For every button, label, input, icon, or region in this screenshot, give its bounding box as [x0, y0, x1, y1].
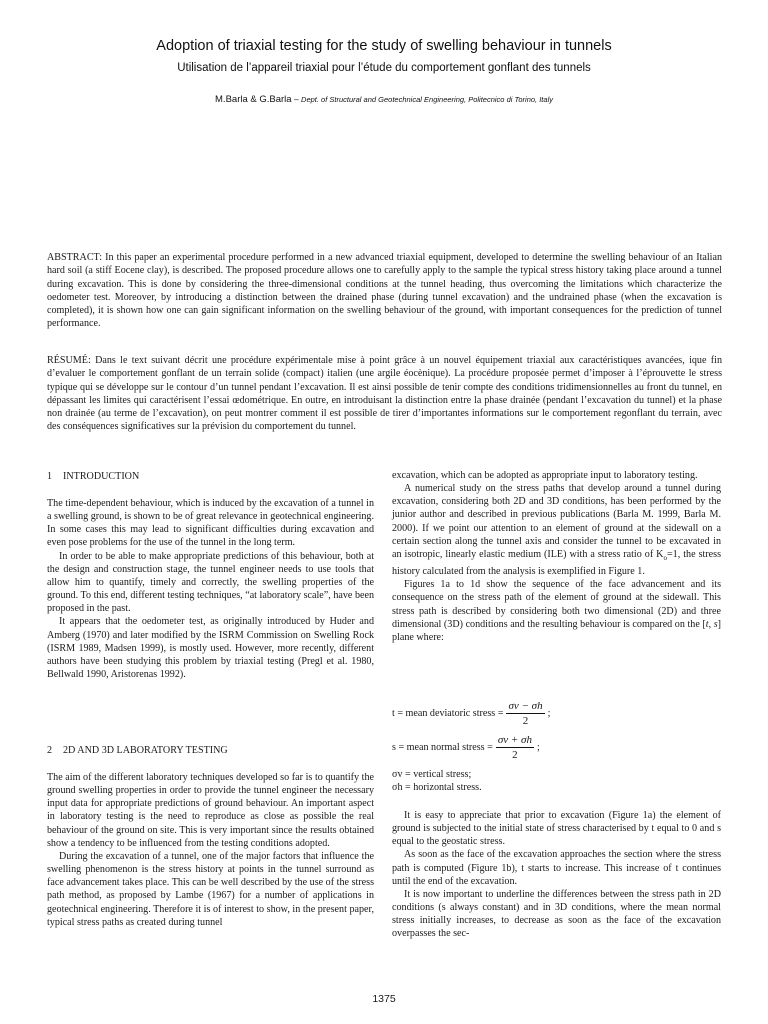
fraction-normal: [496, 734, 534, 761]
section-heading-introduction: [47, 471, 139, 482]
authors: M.Barla & G.Barla: [215, 94, 292, 105]
equation-t-label: t = mean deviatoric stress =: [392, 708, 504, 719]
right-paragraph-1: excavation, which can be adopted as appropriate input to laboratory testing.: [392, 470, 698, 481]
section-title: INTRODUCTION: [63, 471, 140, 482]
testing-body: [47, 771, 374, 929]
right-column-top: [392, 469, 721, 644]
right-paragraph-4: It is easy to appreciate that prior to excavation (Figure 1a) the element of ground is subjected to the initial state of stress characterised by t equal to 0 and s equal to the geostatic stress.: [392, 810, 721, 848]
intro-paragraph-1: The time-dependent behaviour, which is induced by the excavation of a tunnel in a swelling ground, is shown to be of great relevance in geotechnical engineering. In some cases this may lead to significant difficulties during excavation and even pose problems for the use of the tunnel in the long term.: [47, 498, 374, 549]
equation-s-label: s = mean normal stress =: [392, 742, 493, 753]
abstract-text: ABSTRACT: In this paper an experimental procedure performed in a new advanced triaxial equipment, developed to determine the swelling behaviour of an Italian hard soil (a stiff Eocene clay), is described. The proposed procedure allows one to carefully apply to the sample the typical stress history taking place around a tunnel during excavation. This is done by considering the three-dimensional conditions at the tunnel heading, thus overcoming the limitations which characterize the oedometer test. Moreover, by introducing a distinction between the drained phase (during tunnel excavation) and the undrained phase (when the excavation is completed), it is shown how one can gain significant information on the swelling behaviour of the ground, with important consequences for the prediction of tunnel performance.: [47, 252, 722, 330]
section-number: 1: [47, 471, 53, 482]
resume-text: RÉSUMÉ: Dans le text suivant décrit une procédure expérimentale mise à point grâce à un nouvel équipement triaxial aux caractéristiques avancées, ique fin d’evaluer le comportement gonflant de un terrain solide (compact) italien (une argile éocènique). La procédure proposée permet d’imposer à l’éprouvette le stress typique qui se développe sur le contour d’un tunnel pendant l’excavation. Il est ainsi possible de tenir compte des conditions tridimensionnelles au front du tunnel, en dépassant les limites qui caractérisent l’essai œdométrique. En outre, en introduisant la distinction entre la phase drainée (pendant l’excavation du tunnel) et la phase non drainée (au terme de l’excavation), on peut montrer comment il est possible de tirer d’importantes informations sur le comportement regonflant du terrain, avec des conséquences significatives sur la prévision du comportement du tunnel.: [47, 355, 722, 433]
intro-paragraph-3: It appears that the oedometer test, as originally introduced by Huder and Amberg (1970) and later modified by the ISRM Commission on Swelling Rock (ISRM 1989, Madsen 1999), is mostly used. However, more recently, different authors have been studying this problem by triaxial testing (Pregl et al. 1980, Bellwald 1990, Aristorenas 1992).: [47, 616, 374, 681]
right-paragraph-2: A numerical study on the stress paths that develop around a tunnel during excavation, considering both 2D and 3D conditions, has been performed by the junior author and described in previous publications (Barla M. 1999, Barla M. 2000). If we point our attention to an element of ground at the sidewall on a certain section along the tunnel axis and consider the tunnel to be excavated in an isotropic, linearly elastic medium (ILE) with a stress ratio of $K_o=1$, the stress history calculated from the analysis is exemplified in Figure 1.: [392, 483, 721, 578]
paper-title: Adoption of triaxial testing for the study of swelling behaviour in tunnels: [156, 38, 612, 54]
right-paragraph-6: It is now important to underline the differences between the stress path in 2D conditions (s always constant) and in 3D conditions, where the mean normal stress initially increases, to decrease as soon as the face of the excavation overpasses the sec-: [392, 888, 721, 940]
fraction-deviatoric: [506, 700, 544, 727]
authors-dash: –: [291, 94, 302, 104]
fraction-numerator: σv − σh: [508, 700, 543, 712]
testing-paragraph-2: During the excavation of a tunnel, one of the major factors that influence the swelling phenomenon is the stress history at points in the tunnel surround as face advancement takes place. This can be well described by the use of the stress path method, as proposed by Lambe (1967) for a number of applications in geotechnical engineering. Therefore it is of interest to show, in the present paper, typical stress paths as created during tunnel: [47, 850, 374, 928]
section-heading-testing: [47, 745, 228, 756]
right-paragraph-3: Figures 1a to 1d show the sequence of the face advancement and its consequence on the stress path of the element of ground at the sidewall. This stress path is described by considering both two dimensional (2D) and three dimensional (3D) conditions and the resulting behaviour is compared on the [t, s] plane where:: [392, 579, 721, 643]
definition-horizontal-stress: σh = horizontal stress.: [392, 782, 482, 794]
section-number: 2: [47, 745, 53, 756]
equation-t: [392, 700, 550, 727]
paper-subtitle: Utilisation de l’appareil triaxial pour l’étude du comportement gonflant des tunnels: [177, 62, 591, 74]
equation-separator: ;: [536, 742, 540, 753]
introduction-body: [47, 497, 374, 681]
right-paragraph-5: As soon as the face of the excavation approaches the section where the stress path is computed (Figure 1b), t starts to increase. This increase of t continues until the end of the excavation.: [392, 849, 721, 887]
section-title: 2D AND 3D LABORATORY TESTING: [63, 745, 228, 756]
equation-separator: ;: [547, 708, 551, 719]
authors-line: [0, 94, 768, 105]
definition-vertical-stress: σv = vertical stress;: [392, 769, 472, 780]
equation-s: [392, 734, 540, 761]
resume: [47, 354, 722, 434]
testing-paragraph-1: The aim of the different laboratory techniques developed so far is to quantify the ground swelling properties in order to provide the tunnel engineer the necessary input data for appropriate predictions of ground behaviour. An important aspect in laboratory testing is the need to reproduce as close as possible the real behaviour of the ground on site. This is very important since the results obtained show a tendency to be influenced from the testing conditions adopted.: [47, 772, 374, 849]
affiliation: Dept. of Structural and Geotechnical Engineering, Politecnico di Torino, Italy: [301, 95, 553, 104]
fraction-numerator: σv + σh: [497, 734, 532, 746]
stress-definitions: [392, 768, 721, 794]
intro-paragraph-2: In order to be able to make appropriate predictions of this behaviour, both at the design and construction stage, the tunnel engineer needs to use tools that allow him to quantify, timely and correctly, the swelling properties of the ground. To this end, different testing techniques, “at laboratory scale”, have been proposed in the past.: [47, 550, 374, 615]
right-column-bottom: [392, 809, 721, 941]
abstract: [47, 251, 722, 331]
page-number: 1375: [372, 993, 396, 1005]
fraction-denominator: 2: [512, 749, 518, 761]
fraction-denominator: 2: [522, 715, 529, 727]
